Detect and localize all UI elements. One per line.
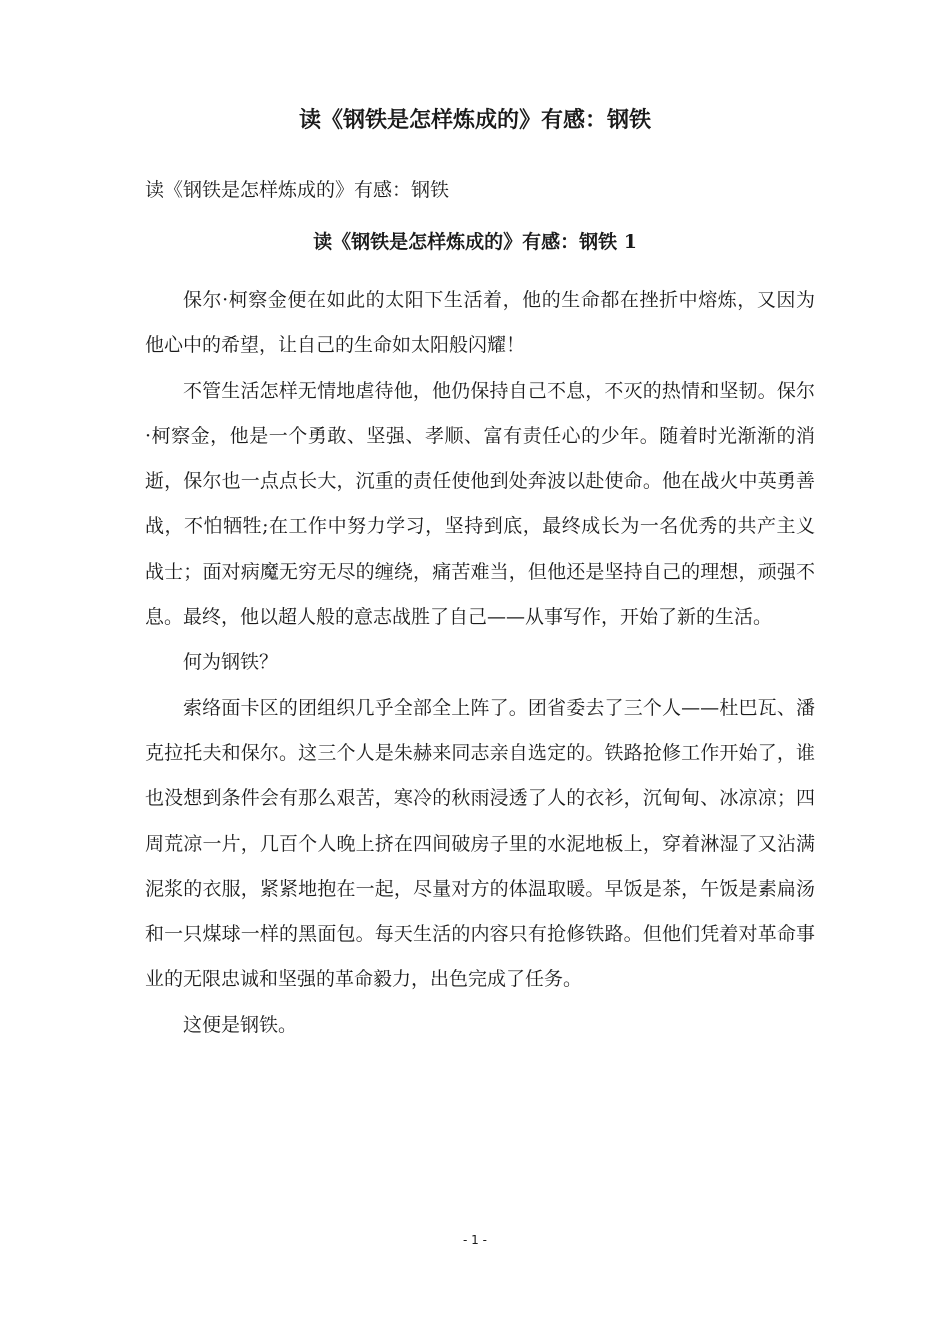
paragraph: 何为钢铁？: [183, 651, 279, 674]
paragraph: 保尔·柯察金便在如此的太阳下生活着，他的生命都在挫折中熔炼，又因为他心中的希望，让自己的生命如太阳般闪耀！: [145, 289, 815, 357]
page-number: - 1 -: [463, 1233, 487, 1247]
document-subtitle: 读《钢铁是怎样炼成的》有感：钢铁: [145, 179, 450, 201]
paragraph: 索络面卡区的团组织几乎全部全上阵了。团省委去了三个人——杜巴瓦、潘克拉托夫和保尔。这三个人是朱赫来同志亲自选定的。铁路抢修工作开始了，谁也没想到条件会有那么艰苦，寒冷的秋雨浸透了人的衣衫，沉甸甸、冰凉凉；四周荒凉一片，几百个人晚上挤在四间破房子里的水泥地板上，穿着淋湿了又沾满泥浆的衣服，紧紧地抱在一起，尽量对方的体温取暖。早饭是茶，午饭是素扁汤和一只煤球一样的黑面包。每天生活的内容只有抢修铁路。但他们凭着对革命事业的无限忠诚和坚强的革命毅力，出色完成了任务。: [145, 696, 815, 991]
document-body: [145, 278, 815, 1048]
paragraph: 不管生活怎样无情地虐待他，他仍保持自己不息，不灭的热情和坚韧。保尔·柯察金，他是一个勇敢、坚强、孝顺、富有责任心的少年。随着时光渐渐的消逝，保尔也一点点长大，沉重的责任使他到处奔波以赴使命。他在战火中英勇善战，不怕牺牲;在工作中努力学习，坚持到底，最终成长为一名优秀的共产主义战士；面对病魔无穷无尽的缠绕，痛苦难当，但他还是坚持自己的理想，顽强不息。最终，他以超人般的意志战胜了自己——从事写作，开始了新的生活。: [145, 379, 815, 629]
section-heading: 读《钢铁是怎样炼成的》有感：钢铁 1: [313, 231, 637, 253]
document-title: 读《钢铁是怎样炼成的》有感：钢铁: [298, 107, 651, 133]
paragraph: 这便是钢铁。: [183, 1013, 298, 1036]
